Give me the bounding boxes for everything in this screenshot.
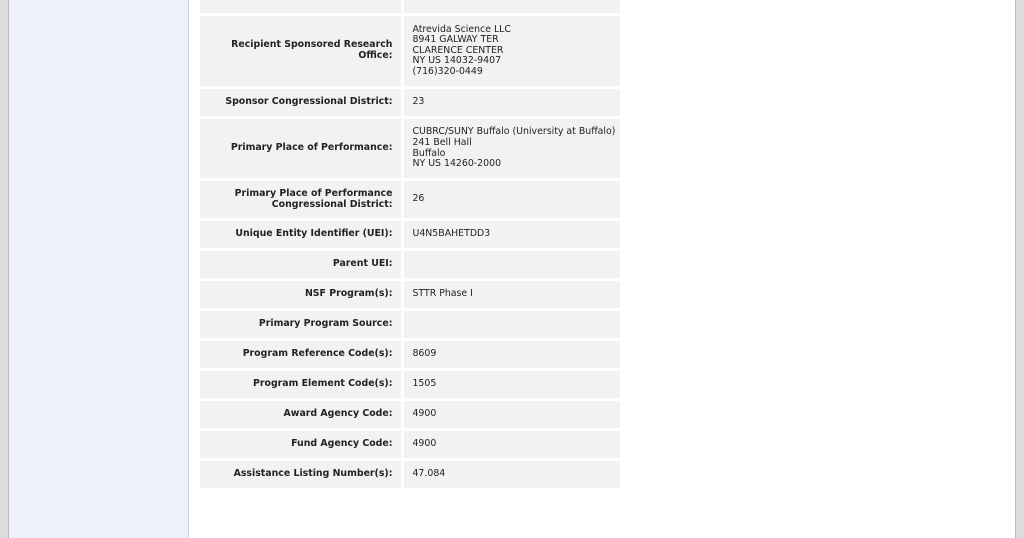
- detail-label: Primary Program Source:: [200, 311, 401, 338]
- detail-value: [404, 311, 620, 338]
- detail-label: NSF Program(s):: [200, 281, 401, 308]
- detail-value: [404, 281, 620, 308]
- detail-value-line: 8941 GALWAY TER: [412, 34, 499, 46]
- detail-value: [404, 431, 620, 458]
- detail-label: Primary Place of Performance:: [200, 119, 401, 178]
- detail-label: Recipient Sponsored Research Office:: [200, 16, 401, 86]
- detail-value: [404, 461, 620, 488]
- detail-row: [200, 119, 620, 178]
- detail-row: [200, 341, 620, 368]
- detail-label: Unique Entity Identifier (UEI):: [200, 221, 401, 248]
- detail-row: [200, 401, 620, 428]
- detail-value: [404, 221, 620, 248]
- detail-value-line: STTR Phase I: [412, 288, 473, 300]
- detail-row: [200, 461, 620, 488]
- detail-value-line: 241 Bell Hall: [412, 136, 472, 148]
- award-details: [197, 0, 1017, 538]
- detail-value: [404, 0, 620, 13]
- detail-label: Award Agency Code:: [200, 401, 401, 428]
- detail-row: [200, 371, 620, 398]
- detail-value: [404, 16, 620, 86]
- detail-value: [404, 371, 620, 398]
- detail-value: [404, 251, 620, 278]
- detail-row: [200, 251, 620, 278]
- detail-label: Primary Place of Performance Congressional District:: [200, 181, 401, 218]
- left-sidebar: [9, 0, 189, 538]
- detail-value: [404, 341, 620, 368]
- detail-value-line: 8609: [412, 348, 437, 360]
- detail-value-line: 1505: [412, 378, 437, 390]
- detail-label: Program Reference Code(s):: [200, 341, 401, 368]
- detail-label: Program Element Code(s):: [200, 371, 401, 398]
- detail-row: [200, 16, 620, 86]
- detail-row: [200, 311, 620, 338]
- detail-value-line: 23: [412, 96, 425, 108]
- detail-row: [200, 431, 620, 458]
- detail-row: [200, 281, 620, 308]
- detail-label: [200, 0, 401, 13]
- detail-value-line: CUBRC/SUNY Buffalo (University at Buffalo): [412, 126, 616, 138]
- detail-label: Parent UEI:: [200, 251, 401, 278]
- detail-label: Sponsor Congressional District:: [200, 89, 401, 116]
- detail-label: Fund Agency Code:: [200, 431, 401, 458]
- detail-row: [200, 89, 620, 116]
- detail-row: [200, 0, 620, 13]
- detail-row: [200, 221, 620, 248]
- detail-value-line: Buffalo: [412, 147, 446, 159]
- detail-value-line: NY US 14260-2000: [412, 158, 502, 170]
- detail-value: [404, 89, 620, 116]
- detail-value-line: CLARENCE CENTER: [412, 44, 504, 56]
- detail-value-line: 47.084: [412, 468, 446, 480]
- detail-label: Assistance Listing Number(s):: [200, 461, 401, 488]
- detail-value-line: U4N5BAHETDD3: [412, 228, 491, 240]
- award-detail-table: [197, 0, 623, 491]
- detail-value-line: 4900: [412, 408, 437, 420]
- detail-value: [404, 401, 620, 428]
- detail-value-line: Atrevida Science LLC: [412, 23, 511, 35]
- page-frame: [8, 0, 1016, 538]
- detail-value: [404, 119, 620, 178]
- detail-value-line: 26: [412, 193, 425, 205]
- detail-row: [200, 181, 620, 218]
- detail-value: [404, 181, 620, 218]
- detail-value-line: NY US 14032-9407: [412, 55, 502, 67]
- detail-value-line: 4900: [412, 438, 437, 450]
- detail-value-line: (716)320-0449: [412, 65, 483, 77]
